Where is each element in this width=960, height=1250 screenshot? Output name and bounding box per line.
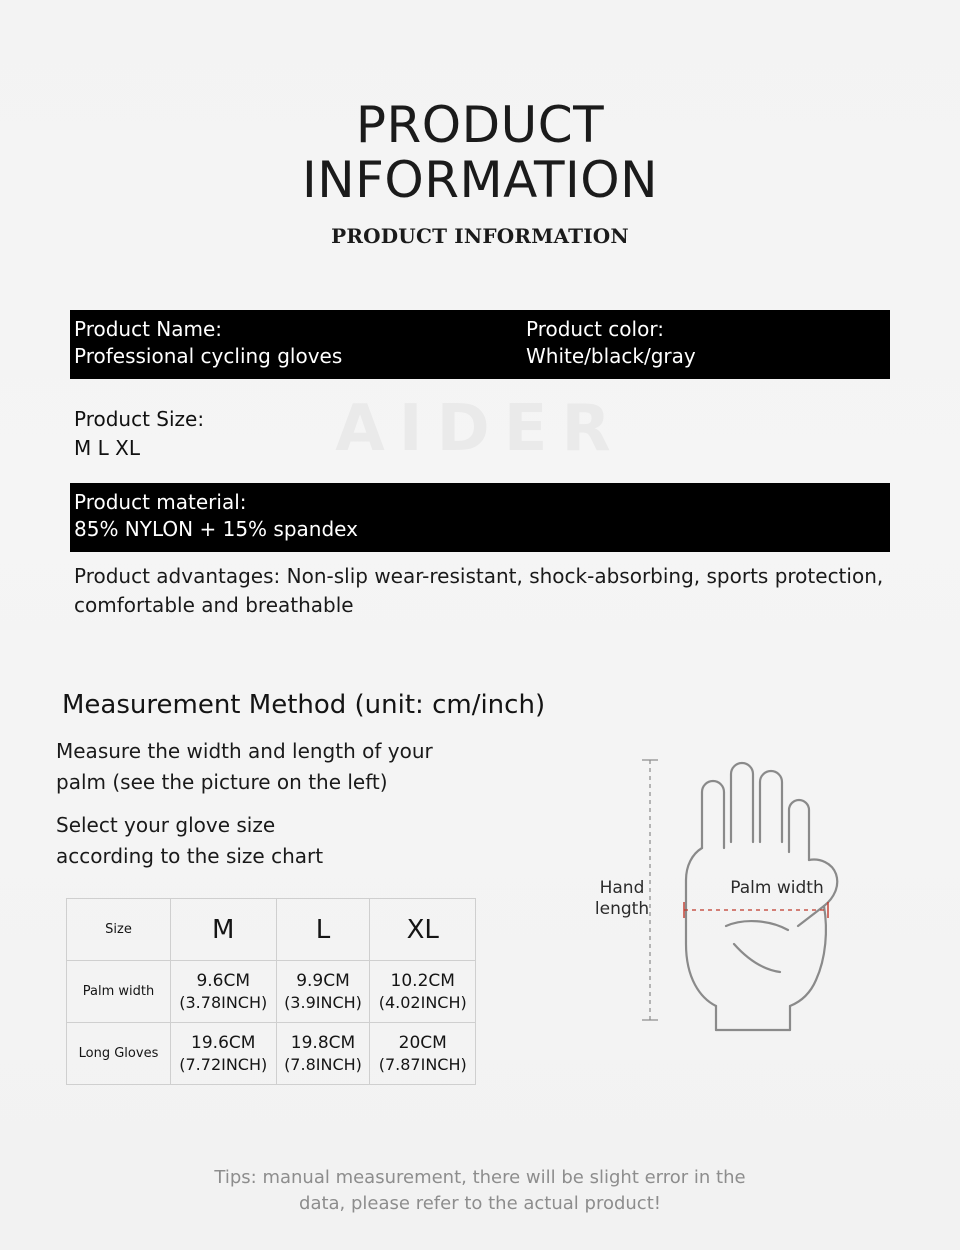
product-name-label: Product Name: [74, 317, 223, 341]
measurement-line-3: Select your glove size [56, 813, 276, 837]
long-gloves-l-cm: 19.8CM [290, 1032, 356, 1053]
palm-width-m-cm: 9.6CM [196, 970, 251, 991]
tips-line-2: data, please refer to the actual product! [299, 1193, 661, 1214]
palm-width-m-inch: (3.78INCH) [179, 992, 268, 1012]
product-color-label: Product color: [526, 317, 664, 341]
size-chart-corner-label: Size [67, 899, 171, 961]
product-size-label: Product Size: [74, 407, 205, 431]
long-gloves-l-inch: (7.8INCH) [284, 1054, 362, 1074]
table-header-row [67, 899, 476, 961]
product-size-block [70, 397, 890, 467]
palm-width-l [276, 961, 370, 1023]
measurement-instructions [56, 736, 576, 872]
product-name-color-bar [70, 310, 890, 379]
product-name-value: Professional cycling gloves [74, 344, 343, 368]
spacer-2 [70, 467, 890, 481]
row-label-palm-width: Palm width [67, 961, 171, 1023]
size-column-xl: XL [370, 899, 476, 961]
size-column-l: L [276, 899, 370, 961]
size-column-m: M [171, 899, 277, 961]
page-title-line2: INFORMATION [301, 151, 658, 209]
product-material-bar [70, 483, 890, 552]
measurement-method-title: Measurement Method (unit: cm/inch) [62, 690, 546, 720]
palm-width-m [171, 961, 277, 1023]
row-label-long-gloves: Long Gloves [67, 1023, 171, 1085]
page-title-block [0, 0, 960, 248]
table-row [67, 1023, 476, 1085]
page-title-line1: PRODUCT [355, 96, 605, 154]
spacer-1 [70, 379, 890, 397]
hand-measurement-diagram [584, 730, 924, 1070]
product-color-cell [522, 310, 890, 379]
product-material-label: Product material: [74, 490, 247, 514]
measurement-line-4: according to the size chart [56, 844, 324, 868]
hand-length-label-line1: Hand [599, 878, 645, 898]
long-gloves-xl-inch: (7.87INCH) [378, 1054, 467, 1074]
product-color-value: White/black/gray [526, 344, 696, 368]
product-name-cell [70, 310, 522, 379]
palm-width-l-cm: 9.9CM [296, 970, 350, 991]
product-advantages-block [70, 552, 890, 624]
product-advantages-line1: Non-slip wear-resistant, shock-absorbing, sports [286, 564, 769, 588]
measurement-line-1: Measure the width and length of your [56, 739, 433, 763]
long-gloves-xl-cm: 20CM [398, 1032, 447, 1053]
palm-width-xl-cm: 10.2CM [390, 970, 455, 991]
hand-length-label-line2: length [594, 899, 650, 919]
tips-note [0, 1165, 960, 1217]
palm-width-xl-inch: (4.02INCH) [378, 992, 467, 1012]
product-size-value: M L XL [74, 436, 140, 460]
page-subtitle: PRODUCT INFORMATION [331, 224, 629, 248]
tips-line-1: Tips: manual measurement, there will be slight error in the [214, 1167, 746, 1188]
measurement-body [0, 720, 960, 1085]
long-gloves-l [276, 1023, 370, 1085]
product-advantages-label: Product advantages: [74, 564, 281, 588]
hand-length-label [584, 878, 660, 920]
product-material-cell [70, 483, 890, 552]
long-gloves-m-cm: 19.6CM [191, 1032, 256, 1053]
palm-width-label: Palm width [730, 878, 824, 898]
long-gloves-xl [370, 1023, 476, 1085]
size-chart-table [66, 898, 476, 1085]
product-advantages-line2: protection, comfortable and breathable [74, 564, 884, 617]
long-gloves-m-inch: (7.72INCH) [179, 1054, 268, 1074]
product-material-value: 85% NYLON + 15% spandex [74, 517, 358, 541]
product-info-section [0, 310, 960, 624]
measurement-line-2: palm (see the picture on the left) [56, 770, 388, 794]
palm-width-l-inch: (3.9INCH) [284, 992, 362, 1012]
palm-width-xl [370, 961, 476, 1023]
table-row [67, 961, 476, 1023]
long-gloves-m [171, 1023, 277, 1085]
